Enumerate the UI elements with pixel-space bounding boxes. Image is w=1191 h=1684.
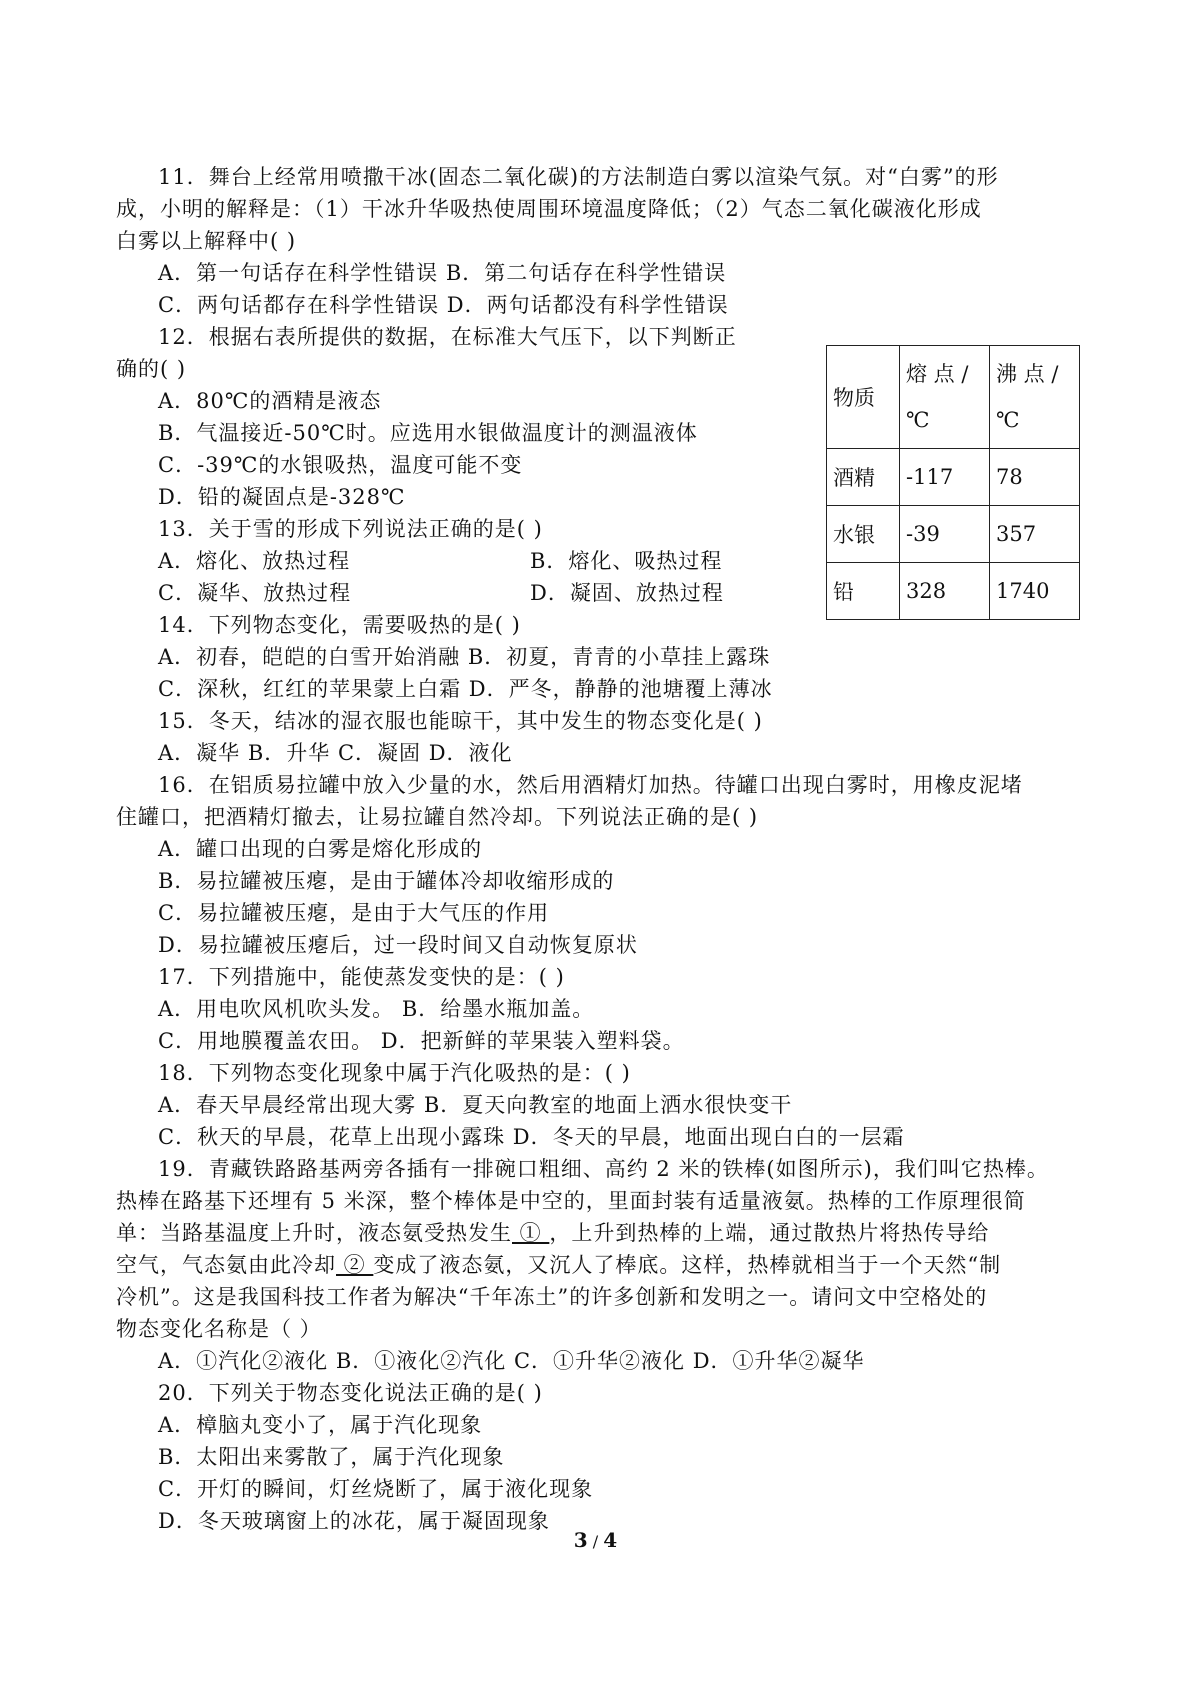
q12-option-c: C．-39℃的水银吸热，温度可能不变 <box>158 453 523 477</box>
table-header-melting: 熔 点 / <box>906 362 969 386</box>
q16-option-b: B．易拉罐被压瘪，是由于罐体冷却收缩形成的 <box>158 869 615 893</box>
table-cell: 328 <box>900 563 990 620</box>
q16-line-1: 16．在铝质易拉罐中放入少量的水，然后用酒精灯加热。待罐口出现白雾时，用橡皮泥堵 <box>158 773 1023 797</box>
q12-option-d: D．铅的凝固点是-328℃ <box>158 485 406 509</box>
q12-line-1: 12．根据右表所提供的数据，在标准大气压下，以下判断正 <box>158 325 737 349</box>
q19-line-4-end: 变成了液态氨，又沉人了棒底。这样，热棒就相当于一个天然“制 <box>373 1253 1002 1277</box>
q13-option-a: A．熔化、放热过程 <box>158 549 351 573</box>
q20-line-1: 20．下列关于物态变化说法正确的是( ) <box>158 1381 543 1405</box>
table-header-cell <box>827 346 900 449</box>
q19-line-3-end: ，上升到热棒的上端，通过散热片将热传导给 <box>549 1221 990 1245</box>
q19-line-4 <box>116 1252 1001 1278</box>
q19-line-3-start: 单：当路基温度上升时，液态氨受热发生 <box>116 1221 512 1245</box>
q20-option-a: A．樟脑丸变小了，属于汽化现象 <box>158 1413 483 1437</box>
q19-blank-1: ① <box>512 1221 550 1245</box>
q13-option-d: D．凝固、放热过程 <box>530 581 724 605</box>
q11-line-3: 白雾以上解释中( ) <box>116 229 297 253</box>
q13-line-1: 13．关于雪的形成下列说法正确的是( ) <box>158 517 543 541</box>
q20-option-c: C．开灯的瞬间，灯丝烧断了，属于液化现象 <box>158 1477 594 1501</box>
q16-option-d: D．易拉罐被压瘪后，过一段时间又自动恢复原状 <box>158 933 638 957</box>
q19-line-3 <box>116 1220 989 1246</box>
table-header-boiling: 沸 点 / <box>996 362 1059 386</box>
q18-option-ab: A．春天早晨经常出现大雾 B．夏天向教室的地面上洒水很快变干 <box>158 1093 793 1117</box>
q14-line-1: 14．下列物态变化，需要吸热的是( ) <box>158 613 521 637</box>
q11-option-ab: A．第一句话存在科学性错误 B．第二句话存在科学性错误 <box>158 261 727 285</box>
table-cell: 78 <box>990 449 1080 506</box>
melting-boiling-table <box>826 345 1080 620</box>
q16-option-a: A．罐口出现的白雾是熔化形成的 <box>158 837 483 861</box>
table-header-row <box>827 346 1080 449</box>
q19-line-4-start: 空气，气态氨由此冷却 <box>116 1253 336 1277</box>
table-header-cell <box>990 346 1080 449</box>
q19-line-5: 冷机”。这是我国科技工作者为解决“千年冻土”的许多创新和发明之一。请问文中空格处的 <box>116 1285 988 1309</box>
q11-line-2: 成，小明的解释是：（1）干冰升华吸热使周围环境温度降低；（2）气态二氧化碳液化形成 <box>116 197 982 221</box>
page-separator: / <box>587 1532 604 1551</box>
q19-options: A．①汽化②液化 B．①液化②汽化 C．①升华②液化 D．①升华②凝华 <box>158 1349 865 1373</box>
table-cell: 酒精 <box>827 449 900 506</box>
q11-line-1: 11．舞台上经常用喷撒干冰(固态二氧化碳)的方法制造白雾以渲染气氛。对“白雾”的形 <box>158 165 999 189</box>
q17-option-ab: A．用电吹风机吹头发。 B．给墨水瓶加盖。 <box>158 997 595 1021</box>
table-header-substance: 物质 <box>833 386 875 410</box>
table-cell: 铅 <box>827 563 900 620</box>
page-number <box>0 1528 1191 1552</box>
table-row <box>827 449 1080 506</box>
page-current: 3 <box>573 1528 588 1552</box>
q19-blank-2: ② <box>336 1253 374 1277</box>
page-total: 4 <box>603 1528 618 1552</box>
q16-option-c: C．易拉罐被压瘪，是由于大气压的作用 <box>158 901 550 925</box>
q11-option-cd: C．两句话都存在科学性错误 D．两句话都没有科学性错误 <box>158 293 729 317</box>
table-header-boiling-unit: ℃ <box>996 408 1020 432</box>
q18-option-cd: C．秋天的早晨，花草上出现小露珠 D．冬天的早晨，地面出现白白的一层霜 <box>158 1125 905 1149</box>
q13-option-c: C．凝华、放热过程 <box>158 581 352 605</box>
q19-line-1: 19．青藏铁路路基两旁各插有一排碗口粗细、高约 2 米的铁棒(如图所示)，我们叫它热棒。 <box>158 1157 1049 1181</box>
q20-option-b: B．太阳出来雾散了，属于汽化现象 <box>158 1445 505 1469</box>
q16-line-2: 住罐口，把酒精灯撤去，让易拉罐自然冷却。下列说法正确的是( ) <box>116 805 759 829</box>
q15-line-1: 15．冬天，结冰的湿衣服也能晾干，其中发生的物态变化是( ) <box>158 709 763 733</box>
table-cell: -39 <box>900 506 990 563</box>
table-cell: 357 <box>990 506 1080 563</box>
q15-options: A．凝华 B．升华 C．凝固 D．液化 <box>158 741 513 765</box>
q14-option-ab: A．初春，皑皑的白雪开始消融 B．初夏，青青的小草挂上露珠 <box>158 645 771 669</box>
q18-line-1: 18．下列物态变化现象中属于汽化吸热的是：( ) <box>158 1061 631 1085</box>
q20-option-d: D．冬天玻璃窗上的冰花，属于凝固现象 <box>158 1509 550 1533</box>
q14-option-cd: C．深秋，红红的苹果蒙上白霜 D．严冬，静静的池塘覆上薄冰 <box>158 677 773 701</box>
table-cell: 水银 <box>827 506 900 563</box>
q19-line-2: 热棒在路基下还埋有 5 米深，整个棒体是中空的，里面封装有适量液氨。热棒的工作原理很简 <box>116 1189 1026 1213</box>
table-row <box>827 506 1080 563</box>
table-cell: -117 <box>900 449 990 506</box>
q17-option-cd: C．用地膜覆盖农田。 D．把新鲜的苹果装入塑料袋。 <box>158 1029 685 1053</box>
q12-option-b: B．气温接近-50℃时。应选用水银做温度计的测温液体 <box>158 421 698 445</box>
q12-option-a: A．80℃的酒精是液态 <box>158 389 382 413</box>
table-row <box>827 563 1080 620</box>
q12-line-2: 确的( ) <box>116 357 187 381</box>
table-cell: 1740 <box>990 563 1080 620</box>
q13-option-b: B．熔化、吸热过程 <box>530 549 723 573</box>
q19-line-6: 物态变化名称是（ ） <box>116 1317 322 1341</box>
table-header-cell <box>900 346 990 449</box>
q17-line-1: 17．下列措施中，能使蒸发变快的是：( ) <box>158 965 565 989</box>
table-header-melting-unit: ℃ <box>906 408 930 432</box>
